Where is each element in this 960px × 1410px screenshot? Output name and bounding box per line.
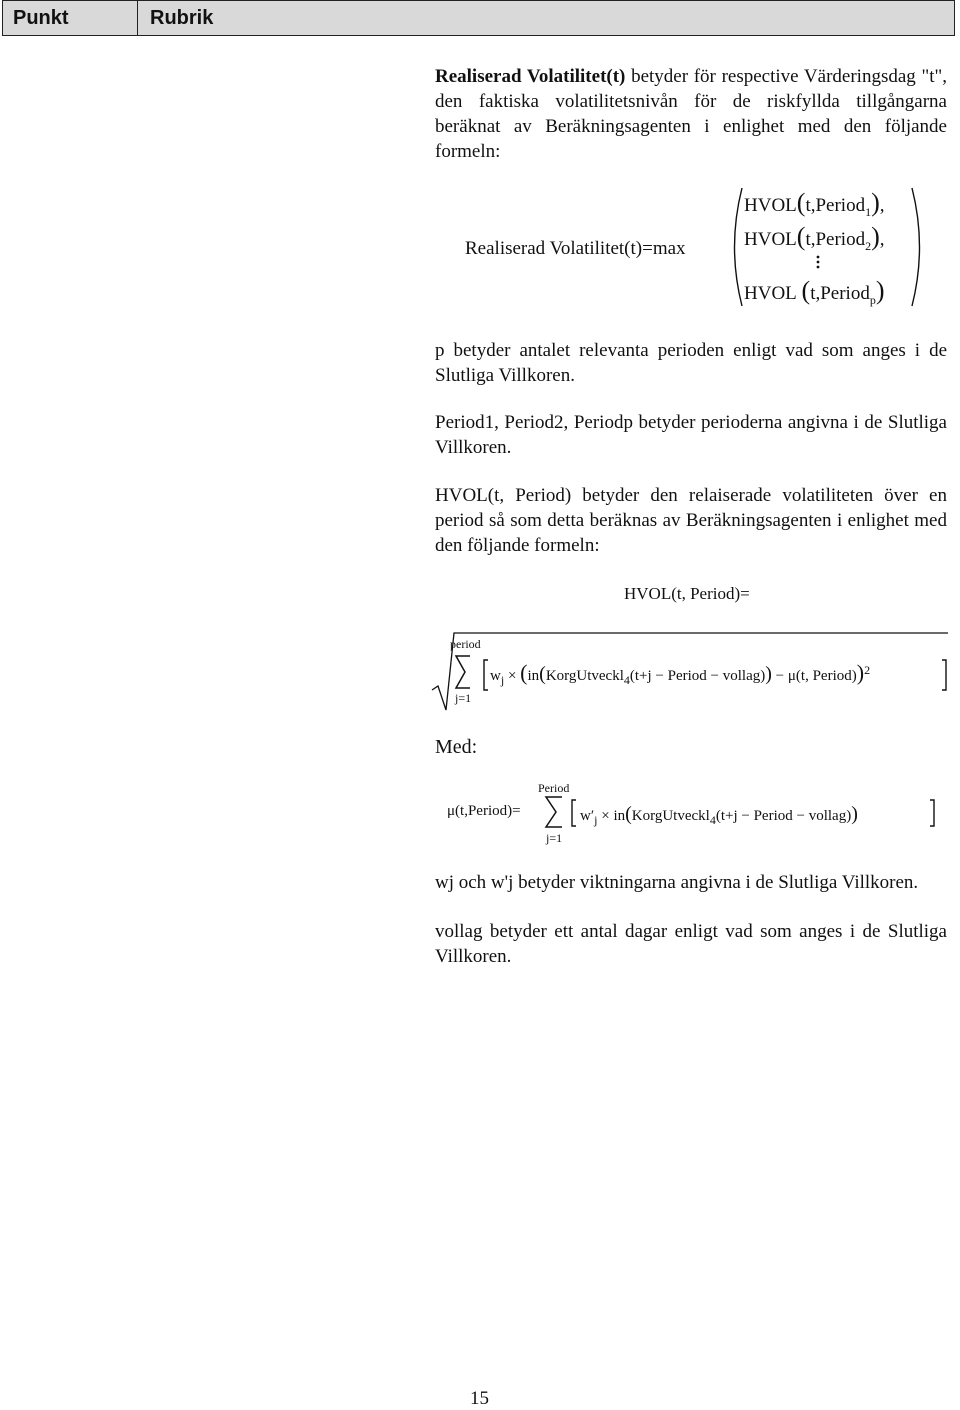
formula2-lhs: HVOL(t, Period)= <box>624 584 750 603</box>
formula1-lhs: Realiserad Volatilitet(t)=max <box>465 238 686 259</box>
formula1-row2: HVOL(t,Period$_2$), <box>744 222 885 253</box>
formula1-row1: HVOL(t,Period$_1$), <box>744 188 885 219</box>
med-label: Med: <box>435 736 478 758</box>
formula2-sum-top: period <box>450 637 481 651</box>
header-punkt: Punkt <box>13 7 69 29</box>
page-number: 15 <box>470 1388 489 1409</box>
para-p: p betyder antalet relevanta perioden enligt vad som anges i de Slutliga Villkoren. <box>435 340 947 386</box>
formula1-row3: HVOL (t,Period$_p$) <box>744 276 885 307</box>
header-rubrik: Rubrik <box>150 7 214 29</box>
formula3-sum-top: Period <box>538 781 570 795</box>
intro-text: betyder för respective Värderingsdag "t", den faktiska volatilitetsnivån för de riskfyllda tillgångarna beräknat av Beräkningsagenten i enlighet med den följande formeln: <box>435 66 947 162</box>
formula3-sum-bottom: j=1 <box>546 831 563 845</box>
para-wj: wj och w'j betyder viktningarna angivna i de Slutliga Villkoren. <box>435 872 919 893</box>
para-hvol: HVOL(t, Period) betyder den relaiserade volatiliteten över en period så som detta beräknas av Beräkningsagenten i enlighet med den följande formeln: <box>435 485 947 556</box>
formula2-body: $w_j$ × (in(KorgUtveckl$_4$(t+j − Period − vollag)) − μ(t, Period))$^2$ <box>490 660 871 687</box>
para-periods: Period1, Period2, Periodp betyder perioderna angivna i de Slutliga Villkoren. <box>435 412 947 458</box>
formula3-lhs: μ(t,Period)= <box>447 803 521 819</box>
formula3-body: $w'_j$ × in(KorgUtveckl$_4$(t+j − Period − vollag)) <box>580 803 858 827</box>
formula2-sum-bottom: j=1 <box>455 691 472 705</box>
intro-term: Realiserad Volatilitet(t) <box>435 66 626 87</box>
para-vollag: vollag betyder ett antal dagar enligt vad som anges i de Slutliga Villkoren. <box>435 921 947 967</box>
